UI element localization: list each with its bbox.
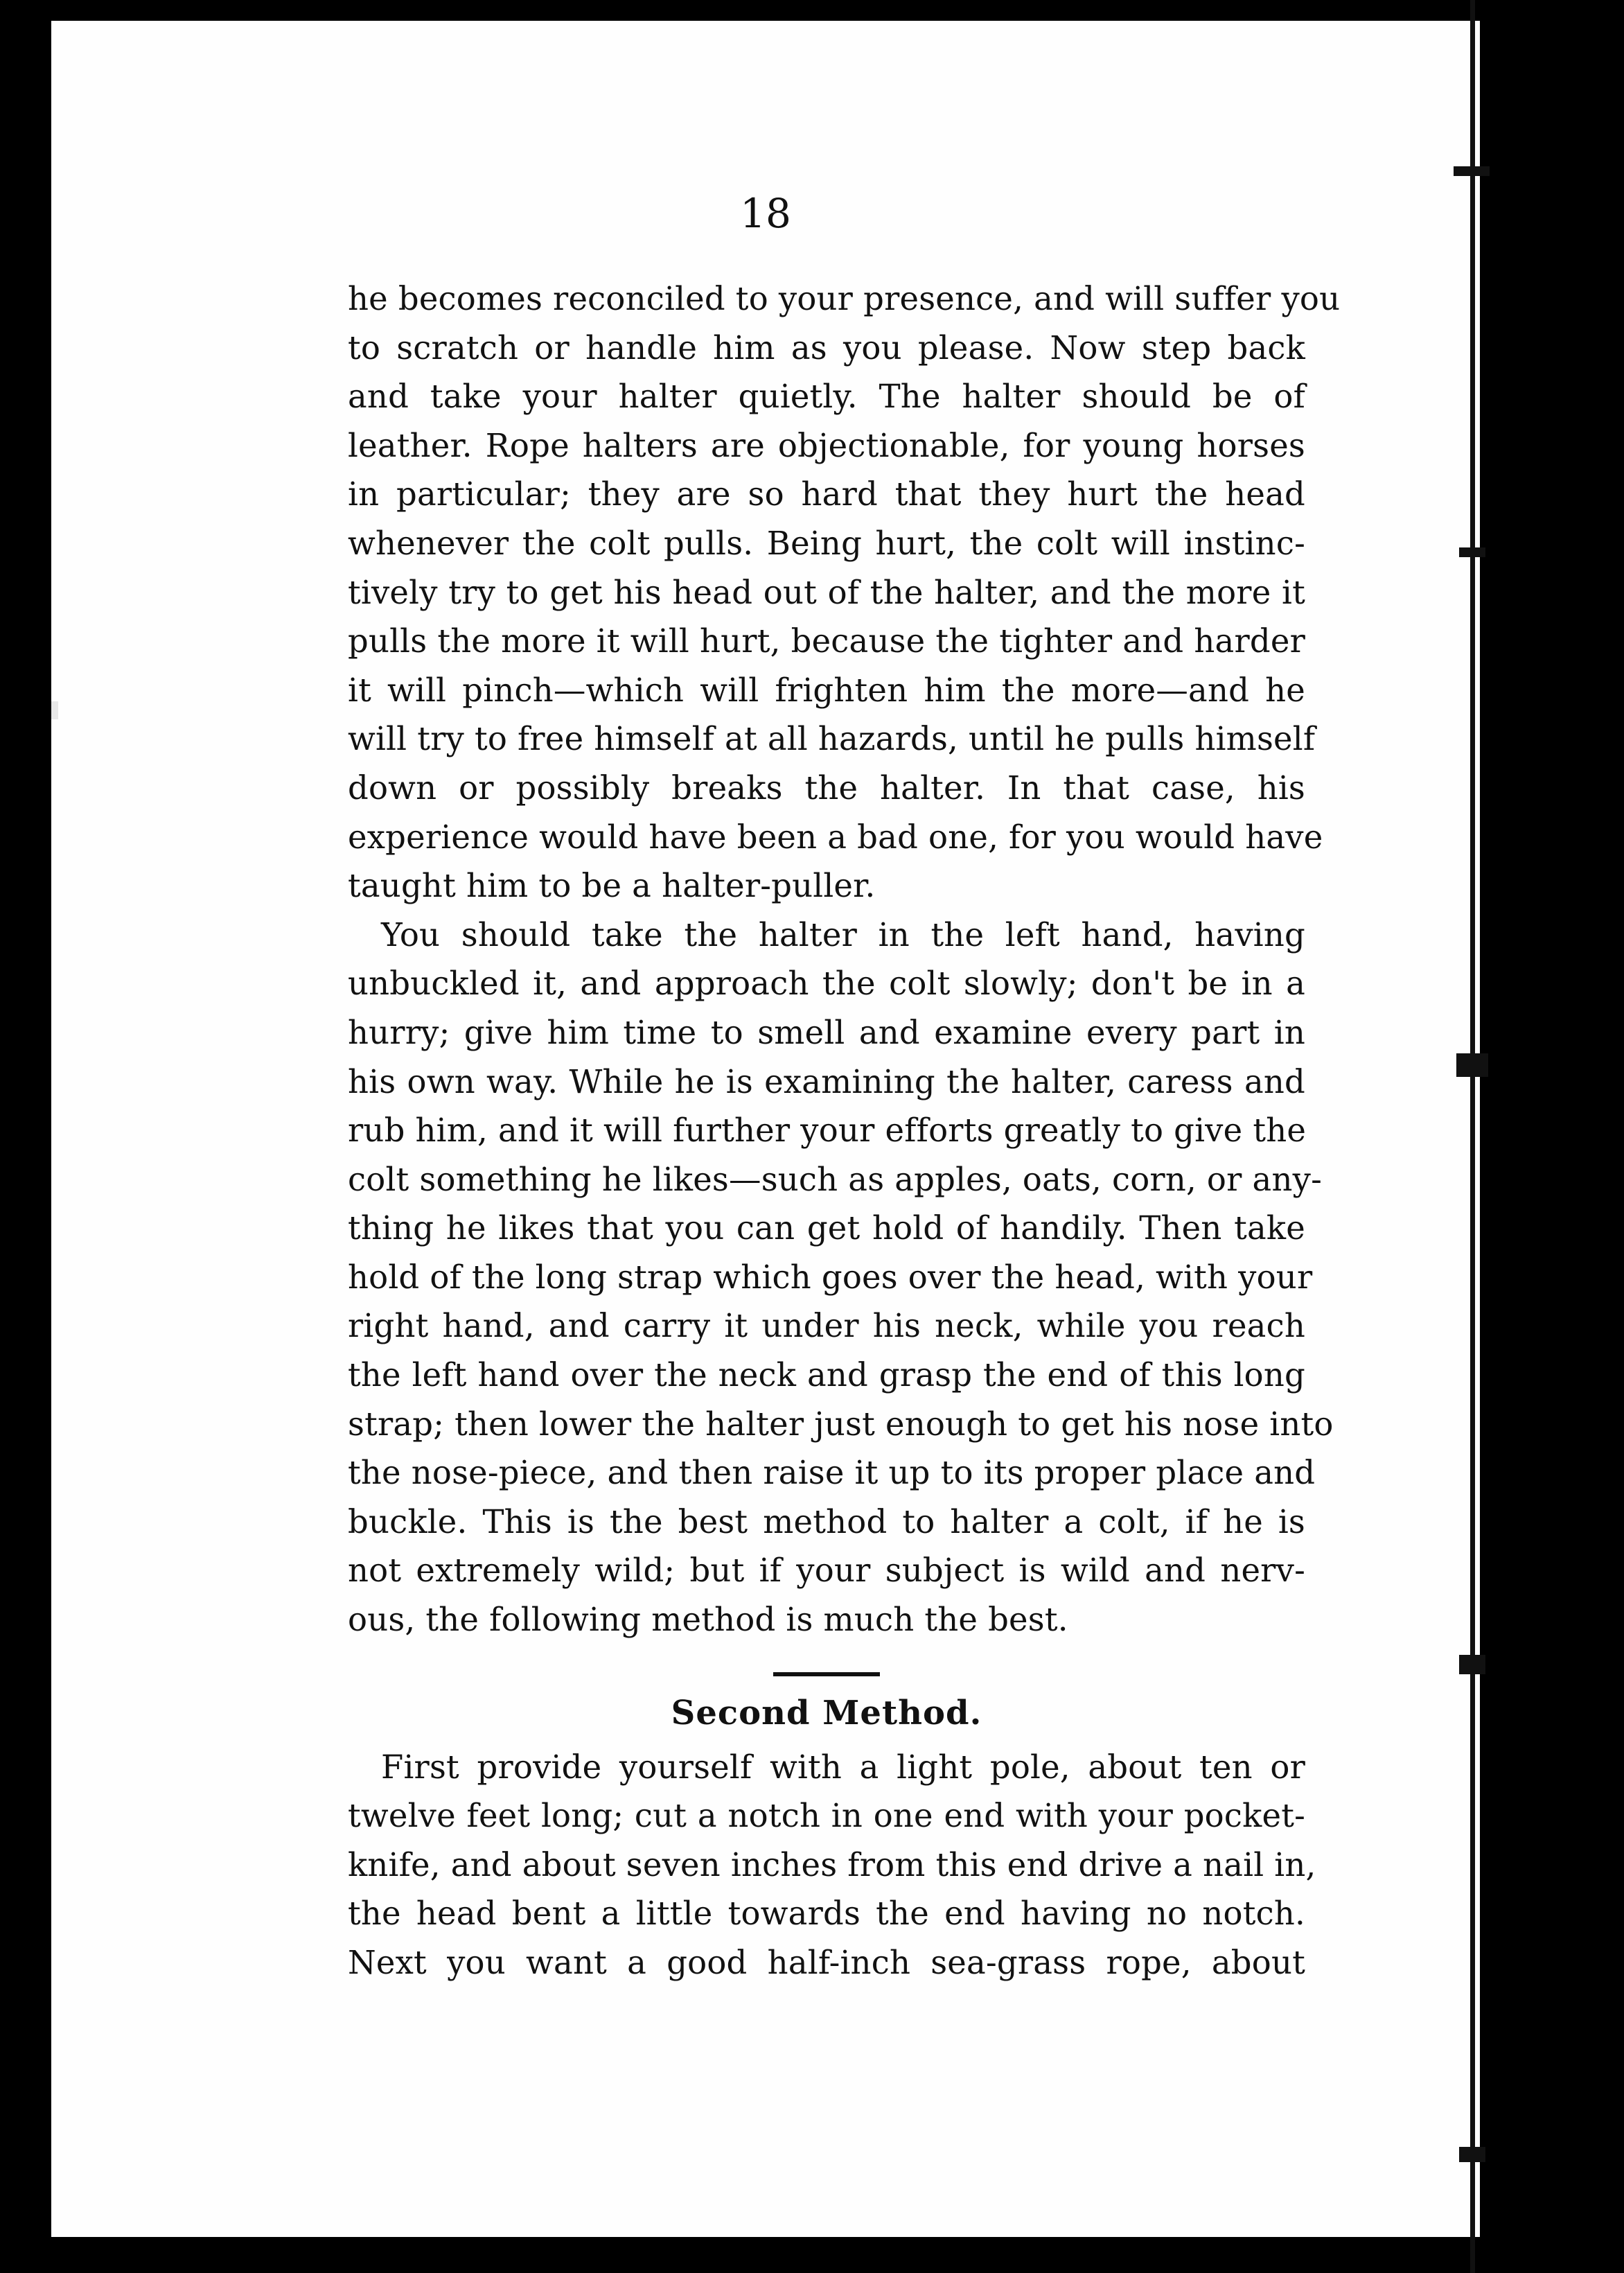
- text-line: in particular; they are so hard that they hurt the head: [348, 475, 1305, 514]
- text-line: pulls the more it will hurt, because the tighter and harder: [348, 622, 1305, 660]
- paragraph-2: [348, 911, 1334, 1644]
- text-line: leather. Rope halters are objectionable, for young horses: [348, 426, 1305, 464]
- text-line: and take your halter quietly. The halter should be of: [348, 378, 1305, 416]
- page-edge-speck: [51, 701, 58, 719]
- text-line: First provide yourself with a light pole, about ten or: [381, 1748, 1305, 1786]
- page-number: 18: [740, 190, 791, 237]
- binding-mark: [1456, 1053, 1488, 1077]
- text-line: not extremely wild; but if your subject is wild and nerv-: [348, 1552, 1305, 1590]
- text-line: his own way. While he is examining the halter, caress and: [348, 1062, 1305, 1100]
- text-line: hurry; give him time to smell and examine every part in: [348, 1013, 1305, 1051]
- text-line: the nose-piece, and then raise it up to its proper place and: [348, 1454, 1316, 1492]
- text-line: unbuckled it, and approach the colt slowly; don't be in a: [348, 965, 1305, 1003]
- binding-mark: [1459, 547, 1485, 557]
- binding-mark: [1454, 166, 1490, 176]
- text-line: whenever the colt pulls. Being hurt, the colt will instinc-: [348, 524, 1305, 562]
- paragraph-3: [348, 1743, 1316, 1987]
- text-line: hold of the long strap which goes over the head, with your: [348, 1258, 1313, 1296]
- text-line: buckle. This is the best method to halter a colt, if he is: [348, 1502, 1305, 1541]
- text-line: twelve feet long; cut a notch in one end with your pocket-: [348, 1797, 1305, 1835]
- text-line: colt something he likes—such as apples, oats, corn, or any-: [348, 1160, 1322, 1198]
- text-line: ous, the following method is much the best.: [348, 1601, 1068, 1639]
- book-page: [51, 21, 1480, 2237]
- text-line: rub him, and it will further your efforts greatly to give the: [348, 1112, 1307, 1150]
- text-line: will try to free himself at all hazards, until he pulls himself: [348, 720, 1316, 758]
- binding-edge-line: [1470, 0, 1475, 2273]
- text-line: right hand, and carry it under his neck, while you reach: [348, 1307, 1305, 1345]
- binding-mark: [1459, 2147, 1485, 2162]
- text-line: knife, and about seven inches from this end drive a nail in,: [348, 1845, 1316, 1884]
- binding-mark: [1459, 1655, 1485, 1674]
- section-divider-rule: [773, 1672, 880, 1676]
- text-line: taught him to be a halter-puller.: [348, 867, 876, 905]
- text-line: thing he likes that you can get hold of handily. Then take: [348, 1209, 1305, 1247]
- text-line: the head bent a little towards the end having no notch.: [348, 1895, 1305, 1933]
- paragraph-1: [348, 274, 1341, 911]
- page-body: [348, 274, 1341, 1987]
- text-line: it will pinch—which will frighten him the more—and he: [348, 671, 1305, 709]
- text-line: down or possibly breaks the halter. In that case, his: [348, 769, 1305, 807]
- text-line: to scratch or handle him as you please. Now step back: [348, 328, 1305, 367]
- text-line: experience would have been a bad one, for you would have: [348, 818, 1323, 856]
- text-line: tively try to get his head out of the halter, and the more it: [348, 573, 1305, 611]
- text-line: strap; then lower the halter just enough to get his nose into: [348, 1405, 1334, 1443]
- text-line: he becomes reconciled to your presence, and will suffer you: [348, 280, 1341, 317]
- text-line: the left hand over the neck and grasp the end of this long: [348, 1356, 1305, 1394]
- section-heading: Second Method.: [671, 1693, 982, 1732]
- text-line: Next you want a good half-inch sea-grass rope, about: [348, 1944, 1305, 1981]
- text-line: You should take the halter in the left hand, having: [381, 915, 1305, 954]
